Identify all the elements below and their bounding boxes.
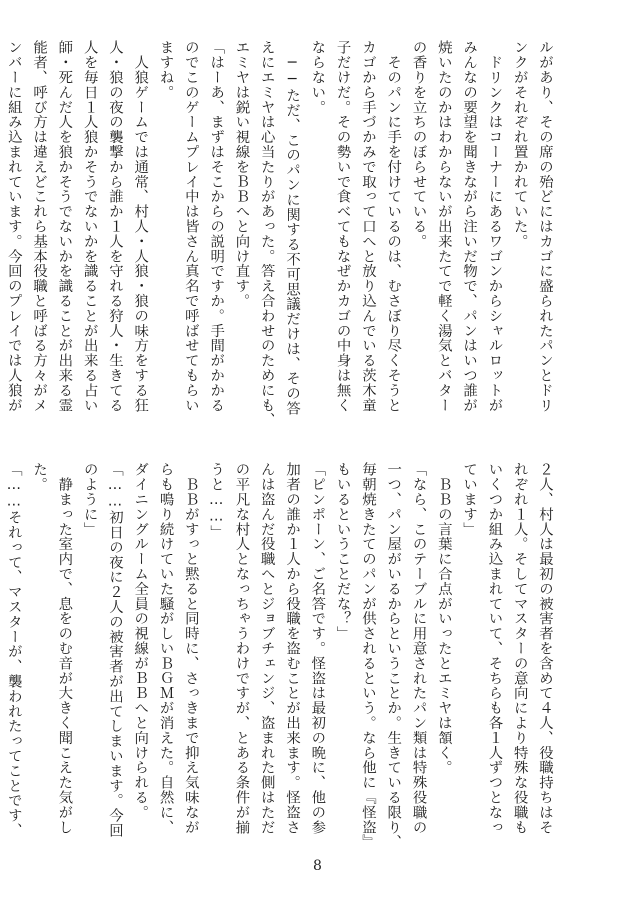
text-column: ています」 [461, 462, 478, 537]
text-column: いくつか組み込まれていて、そちらも各１人ずつとなっ [486, 462, 503, 835]
text-column: の香りを立ちのぼらせている。 [410, 40, 427, 249]
text-column: 一つ、パン屋がいるからということか。生きている限り、 [385, 462, 402, 850]
text-column: ダイニングルーム全員の視線がＢＢへと向けられる。 [132, 462, 149, 820]
text-column: ンバーに組み込まれています。今回のプレイでは人狼が [5, 40, 22, 413]
text-column: 「……初日の夜に２人の被害者が出てしまいます。今回 [106, 462, 123, 838]
text-column: のでこのゲームプレイ中は皆さん真名で呼ばせてもらい [182, 40, 199, 413]
lower-text-block [0, 462, 557, 857]
text-column: 加者の誰か１人から役職を盗むことが出来ます。怪盗さ [284, 462, 301, 835]
text-column: れぞれ１人。そしてマスターの意向により特殊な役職も [511, 462, 528, 835]
text-column: エミヤは鋭い視線をＢＢへと向け直す。 [233, 40, 250, 309]
text-column: もいるということだな？」 [334, 462, 351, 641]
text-column: 人を毎日１人狼かそうでないかを識ることが出来る占い [81, 40, 98, 413]
text-column: えにエミヤは心当たりがあった。答え合わせのためにも、 [258, 40, 275, 428]
text-column: ──ただ、このパンに関する不可思議だけは、その答 [284, 40, 301, 416]
text-column: 人狼ゲームでは通常、村人・人狼・狼の味方をする狂 [132, 40, 149, 413]
text-column: 子だけだ。その勢いで食べてもなぜかカゴの中身は無く [334, 40, 351, 413]
text-column: 焼いたのかはわからないが出来たてで軽く湯気とバター [435, 40, 452, 413]
text-column: た。 [31, 462, 48, 492]
text-column: ンクがそれぞれ置かれていた。 [511, 40, 528, 249]
text-column: そのパンに手を付けているのは、むさぼり尽くそうと [385, 40, 402, 413]
text-column: ますね。 [157, 40, 174, 100]
text-column: ならない。 [309, 40, 326, 115]
text-column: んは盗んだ役職へとジョブチェンジ、盗まれた側はただ [258, 462, 275, 835]
text-column: 「ピンポーン、ご名答です。怪盗は最初の晩に、他の参 [309, 462, 326, 835]
text-column: 師・死んだ人を狼かそうでないかを識ることが出来る霊 [56, 40, 73, 413]
text-column: うと……」 [208, 462, 225, 540]
text-column: のように」 [81, 462, 98, 537]
text-column: らも鳴り続けていた騒がしいＢＧＭが消えた。自然に、 [157, 462, 174, 835]
text-column: 「……それって、マスターが、襲われたってことです、 [5, 462, 22, 838]
page-number: 8 [313, 858, 322, 874]
text-column: の平凡な村人となっちゃうわけですが、とある条件が揃 [233, 462, 250, 835]
text-column: 静まった室内で、息をのむ音が大きく聞こえた気がし [56, 462, 73, 835]
text-column: 「はーあ、まずはそこからの説明ですか。手間がかかる [208, 40, 225, 413]
text-column: ＢＢの言葉に合点がいったとエミヤは頷く。 [435, 462, 452, 775]
text-column: 毎朝焼きたてのパンが供されるという。なら他に『怪盗』 [359, 462, 376, 850]
text-column: ２人、村人は最初の被害者を含めて４人、役職持ちはそ [537, 462, 553, 835]
text-column: 人・狼の夜の襲撃から誰か１人を守れる狩人・生きてる [106, 40, 123, 413]
text-column: 「なら、このテーブルに用意されたパン類は特殊役職の [410, 462, 427, 835]
text-column: ＢＢがすっと黙ると同時に、さっきまで抑え気味なが [182, 462, 199, 835]
text-column: ルがあり、その席の殆どにはカゴに盛られたパンとドリ [537, 40, 553, 413]
upper-text-block [0, 40, 557, 435]
text-column: 能者、呼び方は違えどこれら基本役職と呼ばる方々がメ [31, 40, 48, 413]
text-column: ドリンクはコーナーにあるワゴンからシャルロットが [486, 40, 503, 413]
text-column: みんなの要望を聞きながら注いだ物で、パンはいつ誰が [461, 40, 478, 413]
text-column: カゴから手づかみで取って口へと放り込んでいる茨木童 [359, 40, 376, 413]
